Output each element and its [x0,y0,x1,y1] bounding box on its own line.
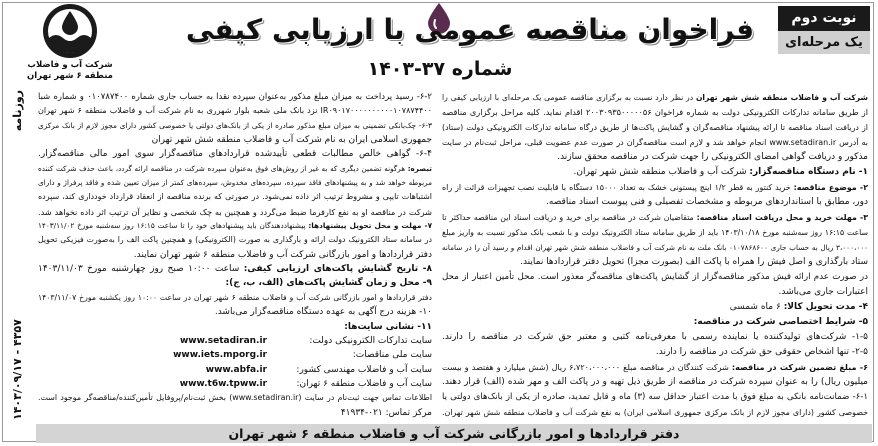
text-line [442,180,868,195]
text-line [442,405,868,420]
site-url-link[interactable]: www.setadiran.ir [179,335,267,346]
body-column-left [38,90,432,420]
text-line [442,195,868,210]
logo-text-line2: منطقه ۶ شهر تهران [27,71,113,81]
text-line [38,205,432,219]
text-line [38,90,432,104]
text-line [38,133,432,147]
text-line [38,147,432,161]
clause-heading: ۷- مهلت و محل تحویل پیشنهادها: [308,221,432,231]
text-line [38,233,432,247]
clause-heading: شرکت آب و فاضلاب منطقه شش شهر تهران [695,93,868,102]
clause-text: در سامانه ستاد الکترونیک دولت ارائه و بارگذاری به صورت (الکترونیکی) و همچنین پاکت الف را به‌صورت فیزیکی تحویل [38,235,432,245]
text-line [442,345,868,360]
text-line [38,262,432,276]
text-line [442,285,868,300]
clause-text: در نظر دارد نسبت به برگزاری مناقصه عمومی یک مرحله‌ای با ارزیابی کیفی را [442,93,696,102]
text-line [442,225,868,240]
issue-number: ۴۳۵۷ - ۱۴۰۳/۰۹/۱۷ [10,319,24,420]
logo-text-line1: شرکت آب و فاضلاب [27,60,113,70]
clause-text: دفتر قراردادها و امور بازرگانی شرکت آب و فاضلاب منطقه ۶ شهر تهران در ساعت ۱۰:۰۰ روز یکشنبه مورخ ۱۴۰۳/۱۱/۰۷ [38,292,432,302]
text-line [442,135,868,150]
text-line [38,406,432,420]
text-line [38,104,432,118]
clause-heading: ۹- محل و زمان گشایش پاکت‌های (الف، ب، ج): [225,278,432,289]
clause-text: هرگونه تضمین دیگری که به غیر از روش‌های فوق به‌عنوان سپرده شرکت در مناقصه ارائه گردد، باعث حذف شرکت کننده [38,163,408,173]
text-line [38,291,432,305]
clause-heading: ۳- مهلت خرید و محل دریافت اسناد مناقصه: [696,213,868,222]
text-line [442,255,868,270]
footer-band: دفتر قراردادها و امور بازرگانی شرکت آب و فاضلاب منطقه ۶ شهر تهران [36,424,872,443]
text-line [38,276,432,290]
site-line [38,334,432,348]
clause-text: شرکت کنندگان در مناقصه مبلغ ۶،۷۲۰،۰۰۰،۰۰۰ ریال (شش میلیارد و هفتصد و بیست [442,363,732,372]
clause-heading: تبصره: [407,163,432,173]
site-line [38,377,432,391]
clause-text: ۶ ماه شمسی [729,302,784,312]
text-line [442,375,868,390]
clause-text: اطلاعات تماس جهت ثبت‌نام در سایت (www.setadiran.ir) بخش ثبت‌نام/پروفایل تأمین‌کننده/مناقصه‌گر موجود است. [38,393,432,403]
text-line [442,105,868,120]
text-line [442,210,868,225]
clause-text: شرکت در مناقصه او به نفع کارفرما ضبط می‌گردد و همچنین به چک شخصی و نظایر آن ترتیب اثر داده نخواهد شد. [38,206,432,217]
logo-emblem-icon [41,2,99,60]
text-line [442,165,868,180]
text-line [442,360,868,375]
text-line [38,248,432,262]
clause-text: ستاد بارگذاری و اصل فیش را همراه با پاکت الف (بصورت مجزا) تحویل دفتر قراردادها نمایند. [520,257,868,267]
clause-text: اشتباهات تایپی و مشروط ترتیب اثر داده نمی‌شود. در صورتی که برنده مناقصه از انعقاد قرارداد خودداری کند، سپرده [38,192,432,202]
clause-text: مرکز تماس: ۰۲۱-۴۱۹۳۴ [340,407,432,418]
clause-text: مذکور و دریافت گواهی امضای الکترونیکی را جهت شرکت در مناقصه محقق سازند. [557,152,868,162]
text-line [442,150,868,165]
text-line [38,320,432,334]
clause-text: پیشنهاددهندگان باید پیشنهادهای خود را تا ساعت ۱۶:۱۵ روز سه‌شنبه مورخ ۱۴۰۳/۱۱/۰۲ [38,221,309,231]
clause-text: اعتبارات جاری می‌باشد. [778,287,868,297]
clause-text: ساعت ۱۶:۱۵ روز سه‌شنبه مورخ ۱۴۰۳/۱۰/۱۸ باید از طریق سامانه ستاد الکترونیک دولت و با شعب بانک مذکور نسبت به واریز مبلغ [442,228,868,237]
clause-text: ۶-۱- ضمانت‌نامه بانکی به مبلغ فوق با مدت اعتبار حداقل سه (۳) ماه و قابل تمدید، صادره از یکی از بانک‌های دولتی یا [442,392,868,402]
site-label: سایت ملی مناقصات: [352,350,432,361]
clause-text: خصوصی کشور (دارای مجوز لازم از بانک مرکزی جمهوری اسلامی ایران) به نفع شرکت آب و فاضلاب منطقه شش شهر تهران. [442,408,868,417]
clause-text: متقاضیان شرکت در مناقصه برای خرید و دریافت اسناد این مناقصه حداکثر تا [442,213,697,222]
site-label: سایت تدارکات الکترونیکی دولت: [309,335,432,346]
text-line [38,190,432,204]
text-line [442,270,868,285]
text-line [442,300,868,315]
tender-number: شماره ۳۷-۱۴۰۳ [367,58,513,80]
text-line [442,315,868,330]
clause-heading: ۲- موضوع مناقصه: [793,183,868,192]
clause-text: ساعت ۱۰:۰۰ صبح روز چهارشنبه مورخ ۱۴۰۳/۱۱/۰۳ [38,264,244,275]
text-line [38,391,432,405]
clause-text: خرید کنتور به قطر ۱/۲ اینچ پیستونی خشک به تعداد ۱۵۰۰۰ دستگاه با قابلیت نصب تجهیزات قرائت از راه [442,183,794,192]
clause-text: دور، مطابق با استانداردهای مربوطه و مشخصات تفصیلی و فنی پیوست اسناد مناقصه. [546,197,868,207]
notice-title: فراخوان مناقصه عمومی با ارزیابی کیفی [185,13,755,46]
text-line [442,120,868,135]
clause-text: از طریق سامانه تدارکات الکترونیکی دولت به شماره فراخوان ۲۰۰۳۰۹۳۵۰۰۰۰۰۵۶ اقدام نماید. کلیه مراحل برگزاری مناقصه [442,107,868,117]
clause-text: ۶-۴- گواهی خالص مطالبات قطعی تأییدشده قراردادهای مناقصه‌گزار سوی امور مالی مناقصه‌گزار. [38,149,432,160]
clause-text: شرکت آب و فاضلاب منطقه شش شهر تهران. [573,167,750,177]
clause-heading: ۴- مدت تحویل کالا: [783,302,868,312]
text-line [38,176,432,190]
site-label: سایت آب و فاضلاب منطقه ۶ تهران: [296,378,432,389]
text-line [442,330,868,345]
clause-text: مربوطه خواهد شد و به پیشنهادهای فاقد سپرده، سپرده‌های مخدوش، سپرده‌های کمتر از میزان تعیین شده و فاقد پرفراژ و دارای [38,178,432,188]
site-url-link[interactable]: www.abfa.ir [205,364,267,375]
stage-label: یک مرحله‌ای [778,31,870,54]
clause-text: میلیون ریال) را به عنوان سپرده شرکت در مناقصه از طریق ذیل تهیه و در پاکت الف و مهر شده (الف) قرار دهند. [442,377,868,387]
clause-text: در صورت عدم ارائه فیش مذکور مناقصه‌گزار از گشایش پاکت‌های مناقصه‌گر معذور است. محل تأمین اعتبار از محل [442,272,868,282]
water-company-logo [16,2,124,82]
clause-text: ۳،۰۰۰،۰۰۰ ریال به حساب جاری ۰۱۰۷۸۶۸۶۰۰ بانک ملت به نام شرکت آب و فاضلاب منطقه شش شهر تهران اقدام و رسید آن را در سامانه [442,243,868,252]
text-line [442,390,868,405]
clause-text: ۱-۵- شرکت‌های تولیدکننده یا نماینده رسمی با معرفی‌نامه کتبی و معتبر حق شرکت در مناقصه را دارند. [442,332,868,342]
clause-heading: ۵- شرایط اختصاصی شرکت در مناقصه: [693,317,868,327]
text-line [38,305,432,319]
clause-heading: ۱۱- نشانی سایت‌ها: [344,321,432,332]
body-column-right [442,90,868,420]
text-line [442,90,868,105]
clause-heading: ۱- نام دستگاه مناقصه‌گزار: [749,167,868,177]
site-url-link[interactable]: www.t6w.tpww.ir [179,378,267,389]
text-line [38,219,432,233]
round-label: نوبت دوم [778,6,870,31]
clause-text: ۲-۵- تنها اشخاص حقوقی حق شرکت در مناقصه را دارند. [655,347,868,357]
site-line [38,348,432,362]
side-strip-text [4,90,30,420]
clause-text: دفتر قراردادها و امور بازرگانی شرکت آب و فاضلاب منطقه ۶ شهر تهران نمایند. [133,249,432,260]
clause-heading: ۸- تاریخ گشایش پاکت‌های ارزیابی کیفی: [243,264,432,275]
site-url-link[interactable]: www.iets.mporg.ir [173,350,267,361]
clause-text: IR۰۹۰۱۷۰۰۰۰۰۰۰۰۰۰۱۰۷۸۷۴۴۰۰ نزد بانک ملی شعبه بلوار شهرری به نام شرکت آب و فاضلاب منطقه ۶ شهر تهران [38,106,432,116]
newspaper-side-strip [4,90,30,420]
tender-badge [778,6,870,54]
newspaper-name: روزنامه [10,90,24,132]
clause-text: ۱۰- هزینه درج آگهی به عهده دستگاه مناقصه‌گزار می‌باشد. [214,307,432,318]
text-line [38,119,432,133]
text-line [442,240,868,255]
clause-text: ۶-۲- رسید پرداخت به میزان مبلغ مذکور به‌عنوان سپرده نقدا به حساب جاری شماره ۰۱۰۷۸۷۴۰۰ و شماره شبا [38,92,432,102]
text-line [38,162,432,176]
site-label: سایت آب و فاضلاب مهندسی کشور: [296,364,432,375]
clause-text: جمهوری اسلامی ایران به نام شرکت آب و فاضلاب منطقه شش شهر تهران [151,135,432,146]
clause-text: ۶-۳- چک‌بانکی تضمینی به میزان مبلغ مذکور صادره از یکی از بانک‌های دولتی یا خصوصی کشور دارای مجوز لازم از بانک مرکزی [38,120,432,130]
clause-text: از دریافت اسناد مناقصه تا ارائه پیشنهاد مناقصه‌گران و گشایش پاکت‌ها از طریق درگاه سامانه تدارکات الکترونیکی دولت (ستاد) [442,123,868,132]
clause-text: به آدرس www.setadiran.ir انجام خواهد شد و لازم است مناقصه‌گران در صورت عدم عضویت قبلی، مراحل ثبت‌نام در سایت [442,138,868,147]
site-line [38,363,432,377]
clause-heading: ۶- مبلغ تضمین شرکت در مناقصه: [731,363,868,372]
